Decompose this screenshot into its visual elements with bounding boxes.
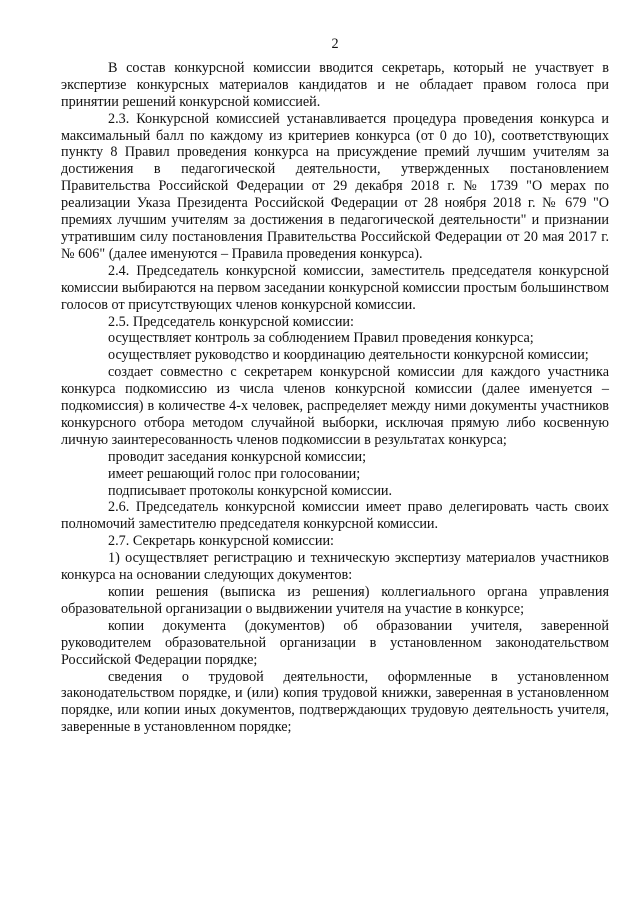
list-item-protocols: подписывает протоколы конкурсной комиссии. (108, 482, 393, 499)
list-item-decision-copy: копии решения (выписка из решения) коллегиального органа управления образовательной организации о выдвижении учителя на участие в конкурсе; (61, 584, 609, 617)
paragraph-secretary: В состав конкурсной комиссии вводится секретарь, который не участвует в экспертизе конкурсных материалов кандидатов и не обладает правом голоса при принятии решений конкурсной комиссией. (61, 59, 609, 110)
paragraph-2-7: 2.7. Секретарь конкурсной комиссии: (108, 533, 334, 550)
document-page (61, 36, 609, 736)
paragraph-2-5: 2.5. Председатель конкурсной комиссии: (108, 313, 354, 330)
list-item-meetings: проводит заседания конкурсной комиссии; (108, 448, 367, 465)
list-item-education-copy: копии документа (документов) об образовании учителя, заверенной руководителем образовательной организации в установленном законодательством Российской Федерации порядке; (61, 617, 609, 668)
list-item-management: осуществляет руководство и координацию деятельности конкурсной комиссии; (108, 347, 589, 364)
list-item-registration: 1) осуществляет регистрацию и техническую экспертизу материалов участников конкурса на основании следующих документов: (61, 550, 609, 584)
list-item-work-record: сведения о трудовой деятельности, оформленные в установленном законодательством порядке, и (или) копия трудовой книжки, заверенная в установленном порядке, или копии иных документов, подтверждающих трудовую деятельность учителя, заверенные в установленном порядке; (61, 668, 609, 736)
list-item-subcommission: создает совместно с секретарем конкурсной комиссии для каждого участника конкурса подкомиссию из числа членов конкурсной комиссии (далее именуется – подкомиссия) в количестве 4-х человек, распределяет между ними документы участников конкурсного отбора методом случайной выборки, исключая прямую либо косвенную личную заинтересованность членов подкомиссии в результатах конкурса; (61, 364, 609, 448)
list-item-vote: имеет решающий голос при голосовании; (108, 465, 361, 482)
paragraph-2-4: 2.4. Председатель конкурсной комиссии, заместитель председателя конкурсной комиссии выбираются на первом заседании конкурсной комиссии простым большинством голосов от присутствующих членов конкурсной комиссии. (61, 262, 609, 313)
paragraph-2-3: 2.3. Конкурсной комиссией устанавливается процедура проведения конкурса и максимальный балл по каждому из критериев конкурса (от 0 до 10), соответствующих пункту 8 Правил проведения конкурса на присуждение премий лучшим учителям за достижения в педагогической деятельности, утвержденных постановлением Правительства Российской Федерации от 29 декабря 2018 г. № 1739 "О мерах по реализации Указа Президента Российской Федерации от 28 ноября 2018 г. № 679 "О премиях лучшим учителям за достижения в педагогической деятельности" и признании утратившим силу постановления Правительства Российской Федерации от 20 мая 2017 г. № 606" (далее именуются – Правила проведения конкурса). (61, 110, 609, 262)
page-number: 2 (331, 36, 339, 52)
paragraph-2-6: 2.6. Председатель конкурсной комиссии имеет право делегировать часть своих полномочий заместителю председателя конкурсной комиссии. (61, 499, 609, 533)
list-item-control: осуществляет контроль за соблюдением Правил проведения конкурса; (108, 330, 534, 347)
